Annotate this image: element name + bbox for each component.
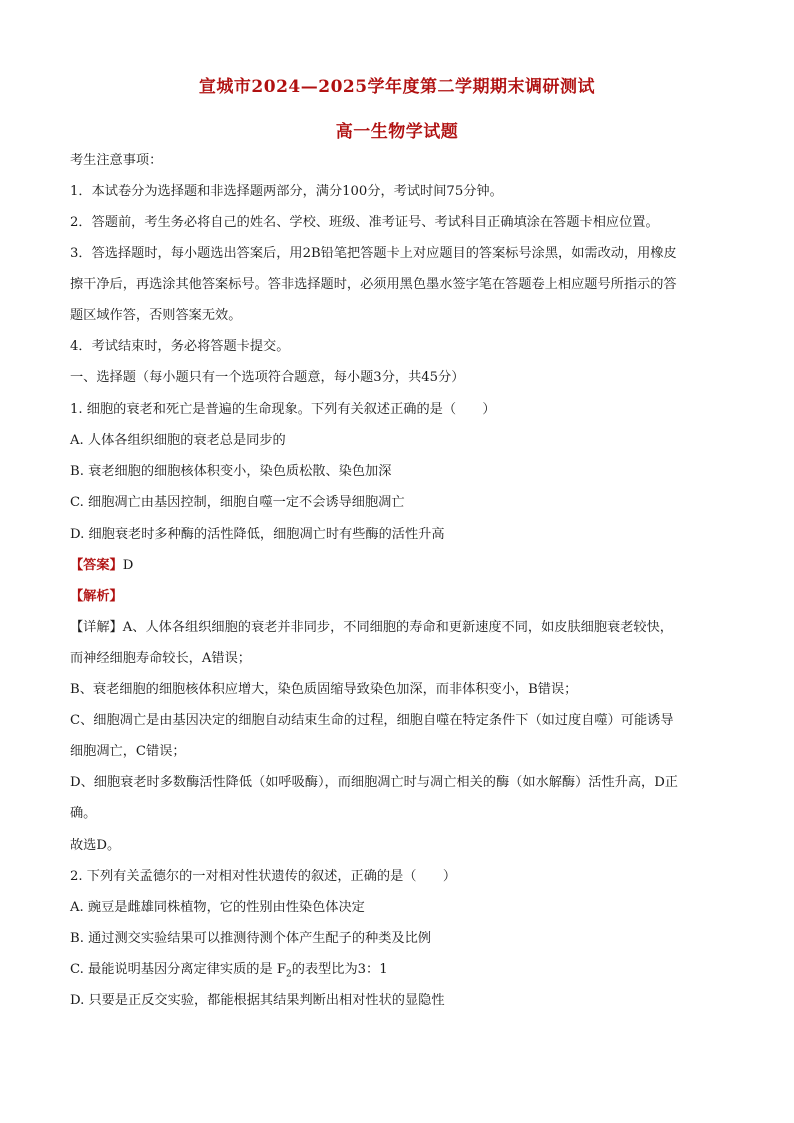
detail-text: A、人体各组织细胞的衰老并非同步，不同细胞的寿命和更新速度不同，如皮肤细胞衰老较快， [122,620,673,635]
exam-title: 宣城市2024—2025学年度第二学期期末调研测试 [198,77,596,97]
notice-item-1: 1．本试卷分为选择题和非选择题两部分，满分100分，考试时间75分钟。 [70,184,503,199]
q1-detail-line-4: C、细胞凋亡是由基因决定的细胞自动结束生命的过程，细胞自噬在特定条件下（如过度自噬）可能诱导 [70,713,674,728]
q1-detail-line-7: 确。 [70,806,97,821]
q1-option-a: A. 人体各组织细胞的衰老总是同步的 [70,433,286,448]
q2-option-c [70,961,730,984]
notice-heading: 考生注意事项： [70,153,163,168]
q1-detail-line-5: 细胞凋亡，C错误； [70,744,186,759]
q2-option-c-text: C. 最能说明基因分离定律实质的是 F [70,962,286,977]
notice-item-3-line-1: 3．答选择题时，每小题选出答案后，用2B铅笔把答题卡上对应题目的答案标号涂黑，如需改动，用橡皮 [70,246,677,261]
notice-item-4: 4．考试结束时，务必将答题卡提交。 [70,339,290,354]
section-heading: 一、选择题（每小题只有一个选项符合题意，每小题3分，共45分） [70,370,465,385]
q2-option-b: B. 通过测交实验结果可以推测待测个体产生配子的种类及比例 [70,931,431,946]
notice-item-3-line-3: 题区域作答，否则答案无效。 [70,308,242,323]
q2-option-a: A. 豌豆是雌雄同株植物，它的性别由性染色体决定 [70,900,365,915]
q1-detail-line-3: B、衰老细胞的细胞核体积应增大，染色质固缩导致染色加深，而非体积变小，B错误； [70,682,578,697]
q1-option-b: B. 衰老细胞的细胞核体积变小，染色质松散、染色加深 [70,464,392,479]
q2-stem: 2. 下列有关孟德尔的一对相对性状遗传的叙述，正确的是（ ） [70,869,457,884]
answer-value: D [122,558,134,573]
q1-detail-line-1 [70,619,730,637]
q2-option-c-subscript: 2 [285,969,292,980]
q1-answer-line [70,557,730,575]
detail-tag: 【详解】 [70,620,123,635]
exam-subtitle: 高一生物学试题 [335,122,459,142]
notice-item-2: 2．答题前，考生务必将自己的姓名、学校、班级、准考证号、考试科目正确填涂在答题卡相应位置。 [70,215,659,230]
notice-item-3-line-2: 擦干净后，再选涂其他答案标号。答非选择题时，必须用黑色墨水签字笔在答题卷上相应题号所指示的答 [70,277,677,292]
q2-option-d: D. 只要是正反交实验，都能根据其结果判断出相对性状的显隐性 [70,993,445,1008]
answer-tag: 【答案】 [70,558,123,573]
q1-detail-line-2: 而神经细胞寿命较长，A错误； [70,651,251,666]
q1-conclusion: 故选D。 [70,838,121,853]
q1-option-d: D. 细胞衰老时多种酶的活性降低，细胞凋亡时有些酶的活性升高 [70,527,445,542]
q1-analysis-line [70,588,730,606]
q1-option-c: C. 细胞凋亡由基因控制，细胞自噬一定不会诱导细胞凋亡 [70,495,405,510]
q2-option-c-rest: 的表型比为3：1 [291,962,388,977]
q1-stem: 1. 细胞的衰老和死亡是普遍的生命现象。下列有关叙述正确的是（ ） [70,402,496,417]
q1-detail-line-6: D、细胞衰老时多数酶活性降低（如呼吸酶），而细胞凋亡时与凋亡相关的酶（如水解酶）活性升高，D正 [70,775,678,790]
analysis-tag: 【解析】 [70,589,123,604]
